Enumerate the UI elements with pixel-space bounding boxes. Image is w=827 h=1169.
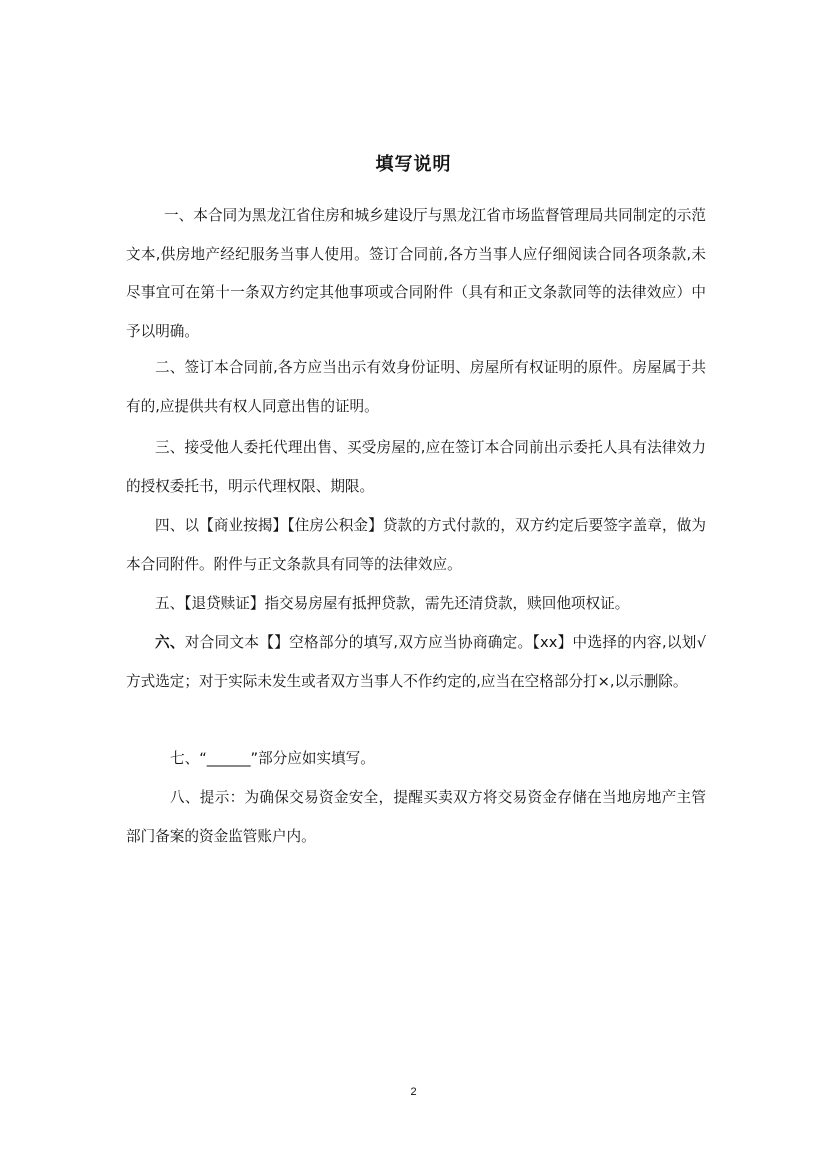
instruction-paragraph-7: 七、“______”部分应如实填写。 <box>170 750 375 767</box>
instruction-paragraph-8: 八、提示：为确保交易资金安全，提醒买卖双方将交易资金存储在当地房地产主管部门备案的资金监管账户内。 <box>126 789 706 845</box>
instruction-paragraph-4: 四、以【商业按揭】【住房公积金】贷款的方式付款的，双方约定后要签字盖章，做为本合同附件。附件与正文条款具有同等的法律效应。 <box>126 517 706 573</box>
page-number: 2 <box>410 1086 417 1098</box>
paragraph-6-number: 六、 <box>155 634 185 651</box>
instruction-paragraph-3: 三、接受他人委托代理出售、买受房屋的,应在签订本合同前出示委托人具有法律效力的授权委托书，明示代理权限、期限。 <box>126 439 706 495</box>
page-title: 填写说明 <box>375 154 452 175</box>
instruction-paragraph-6 <box>126 624 706 701</box>
instruction-paragraph-2: 二、签订本合同前,各方应当出示有效身份证明、房屋所有权证明的原件。房屋属于共有的,应提供共有权人同意出售的证明。 <box>126 359 706 415</box>
instruction-paragraph-5: 五、【退贷赎证】指交易房屋有抵押贷款，需先还清贷款，赎回他项权证。 <box>155 595 630 612</box>
paragraph-6-text: 对合同文本【】空格部分的填写,双方应当协商确定。【xx】中选择的内容,以划√方式选定；对于实际未发生或者双方当事人不作约定的,应当在空格部分打×,以示删除。 <box>126 634 706 690</box>
instruction-paragraph-1: 一、本合同为黑龙江省住房和城乡建设厅与黑龙江省市场监督管理局共同制定的示范文本,供房地产经纪服务当事人使用。签订合同前,各方当事人应仔细阅读合同各项条款,未尽事宜可在第十一条双方约定其他事项或合同附件（具有和正文条款同等的法律效应）中予以明确。 <box>126 207 706 340</box>
